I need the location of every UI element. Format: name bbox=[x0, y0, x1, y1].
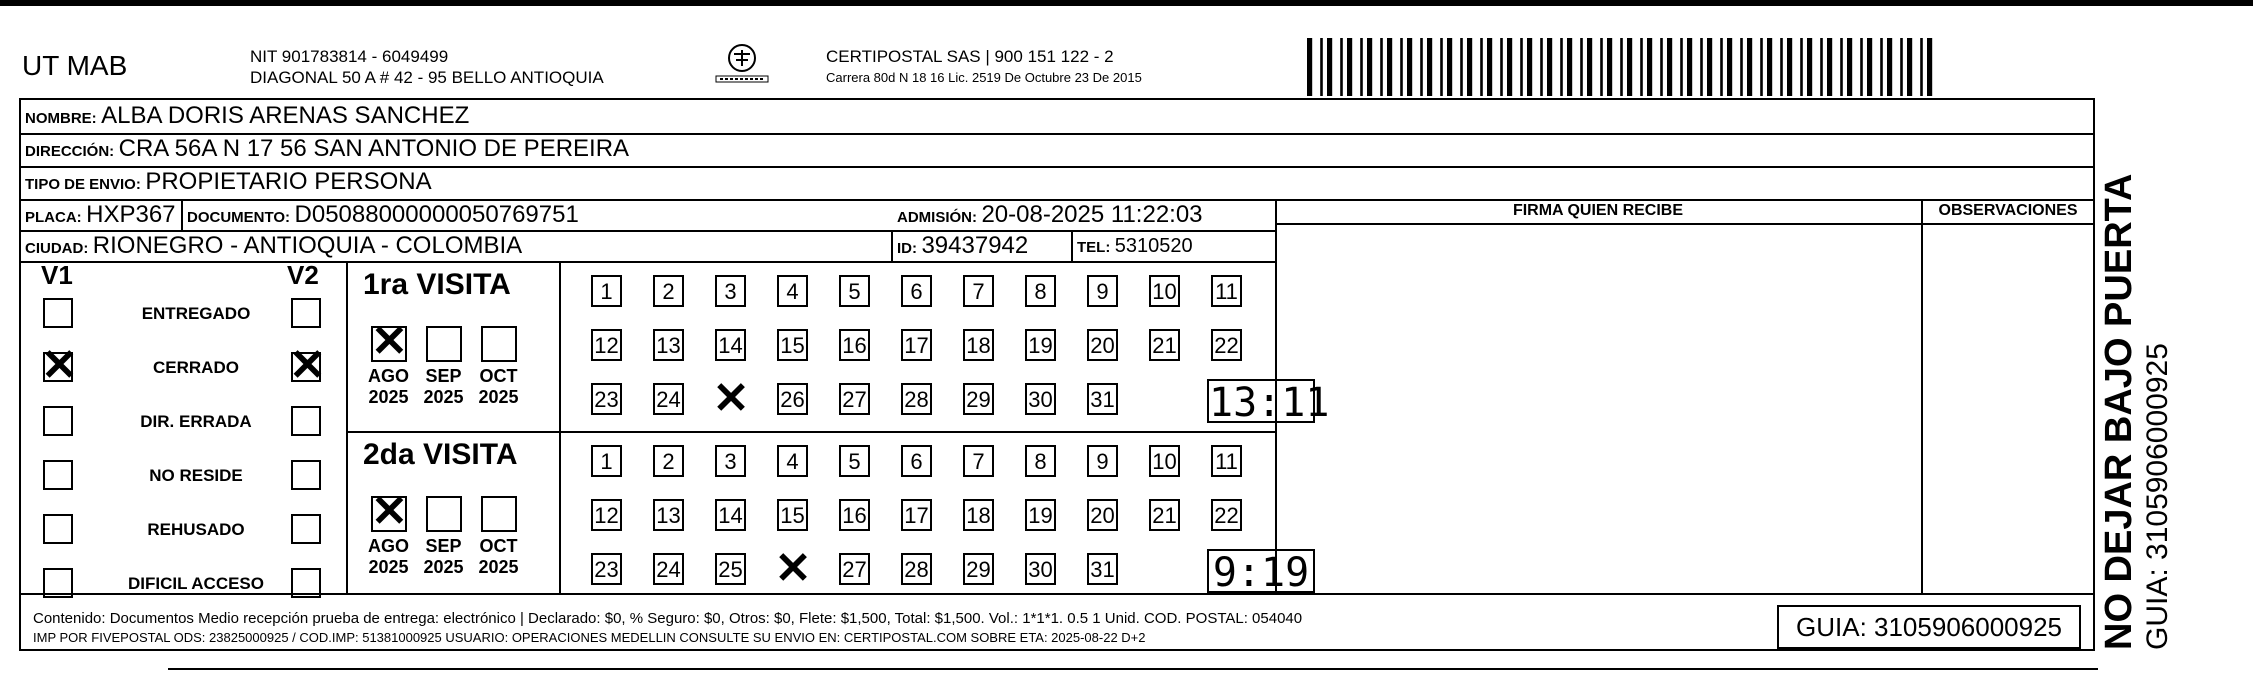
v2-checkbox[interactable] bbox=[291, 298, 321, 328]
day-box[interactable]: 8 bbox=[1025, 275, 1056, 307]
month-label bbox=[361, 366, 416, 408]
day-box[interactable]: 11 bbox=[1211, 445, 1242, 477]
day-box[interactable]: 28 bbox=[901, 383, 932, 415]
day-box[interactable]: 18 bbox=[963, 329, 994, 361]
month-year: 2025 bbox=[368, 387, 409, 407]
courier-address: Carrera 80d N 18 16 Lic. 2519 De Octubre 23 De 2015 bbox=[826, 70, 1142, 85]
check-x-icon: ✕ bbox=[371, 487, 408, 536]
day-box[interactable]: 17 bbox=[901, 329, 932, 361]
v1-checkbox[interactable] bbox=[41, 341, 78, 390]
document-row bbox=[187, 201, 579, 229]
v2-label: V2 bbox=[287, 260, 319, 290]
day-box[interactable]: 30 bbox=[1025, 383, 1056, 415]
admission-value: 20-08-2025 11:22:03 bbox=[981, 201, 1203, 228]
status-label: CERRADO bbox=[153, 358, 239, 377]
day-box[interactable]: 16 bbox=[839, 499, 870, 531]
visit-time[interactable]: 9:19 bbox=[1207, 549, 1315, 593]
day-box[interactable]: 21 bbox=[1149, 329, 1180, 361]
id-label: ID: bbox=[897, 240, 917, 257]
company-nit: NIT 901783814 - 6049499 bbox=[250, 47, 449, 66]
company-info bbox=[250, 46, 604, 88]
side-guia: GUIA: 3105906000925 bbox=[2141, 343, 2174, 650]
day-box[interactable]: 24 bbox=[653, 553, 684, 585]
month-checkbox[interactable] bbox=[481, 326, 517, 362]
day-box[interactable]: 19 bbox=[1025, 499, 1056, 531]
bottom-rule bbox=[168, 668, 2098, 670]
day-box[interactable]: 18 bbox=[963, 499, 994, 531]
day-box[interactable]: 30 bbox=[1025, 553, 1056, 585]
day-box[interactable]: 12 bbox=[591, 499, 622, 531]
name-label: NOMBRE: bbox=[25, 110, 97, 127]
day-box[interactable]: 9 bbox=[1087, 275, 1118, 307]
day-box[interactable]: 29 bbox=[963, 383, 994, 415]
status-label: DIFICIL ACCESO bbox=[127, 574, 264, 593]
status-label: DIR. ERRADA bbox=[140, 412, 252, 431]
footer-content: Contenido: Documentos Medio recepción prueba de entrega: electrónico | Declarado: $0, % Seguro: $0, Otros: $0, Flete: $1,500, Total: $1,500. Vol.: 1*1*1. 0.5 1 Unid. COD. POSTAL: 054040 bbox=[33, 610, 1303, 627]
month-year: 2025 bbox=[423, 557, 464, 577]
day-box[interactable]: 21 bbox=[1149, 499, 1180, 531]
day-box[interactable]: 7 bbox=[963, 445, 994, 477]
month-year: 2025 bbox=[478, 387, 519, 407]
day-cross-icon[interactable]: ✕ bbox=[712, 374, 750, 423]
day-box[interactable]: 17 bbox=[901, 499, 932, 531]
tel-value: 5310520 bbox=[1114, 235, 1193, 257]
shipment-type: PROPIETARIO PERSONA bbox=[145, 168, 432, 195]
day-box[interactable]: 28 bbox=[901, 553, 932, 585]
document-value: D05088000000050769751 bbox=[294, 201, 579, 228]
month-year: 2025 bbox=[478, 557, 519, 577]
month-label bbox=[416, 366, 471, 408]
day-box[interactable]: 15 bbox=[777, 329, 808, 361]
month-name: OCT bbox=[479, 366, 518, 386]
side-text bbox=[2098, 174, 2175, 650]
day-box[interactable]: 1 bbox=[591, 445, 622, 477]
day-box[interactable]: 5 bbox=[839, 275, 870, 307]
month-name: AGO bbox=[367, 536, 409, 556]
day-box[interactable]: 1 bbox=[591, 275, 622, 307]
status-label: REHUSADO bbox=[147, 520, 245, 539]
day-box[interactable]: 31 bbox=[1087, 383, 1118, 415]
v1-checkbox[interactable] bbox=[43, 298, 73, 328]
month-name: SEP bbox=[425, 536, 462, 556]
day-box[interactable]: 4 bbox=[777, 275, 808, 307]
day-box[interactable]: 24 bbox=[653, 383, 684, 415]
barcode bbox=[1307, 38, 1943, 96]
day-box[interactable]: 3 bbox=[715, 275, 746, 307]
status-label: NO RESIDE bbox=[149, 466, 243, 485]
day-box[interactable]: 27 bbox=[839, 383, 870, 415]
company-name: UT MAB bbox=[22, 50, 128, 81]
month-label bbox=[471, 366, 526, 408]
no-dejar-warning: NO DEJAR BAJO PUERTA bbox=[2098, 173, 2140, 650]
day-box[interactable]: 2 bbox=[653, 275, 684, 307]
day-box[interactable]: 13 bbox=[653, 499, 684, 531]
month-year: 2025 bbox=[423, 387, 464, 407]
month-checkbox[interactable] bbox=[371, 317, 408, 366]
month-year: 2025 bbox=[368, 557, 409, 577]
day-box[interactable]: 3 bbox=[715, 445, 746, 477]
plate-label: PLACA: bbox=[25, 209, 82, 226]
month-checkbox[interactable] bbox=[426, 326, 462, 362]
day-box[interactable]: 25 bbox=[715, 553, 746, 585]
v1-checkbox[interactable] bbox=[43, 514, 73, 544]
day-box[interactable]: 14 bbox=[715, 329, 746, 361]
courier-name: CERTIPOSTAL SAS | 900 151 122 - 2 bbox=[826, 47, 1114, 66]
day-box[interactable]: 11 bbox=[1211, 275, 1242, 307]
firma-label: FIRMA QUIEN RECIBE bbox=[1512, 202, 1684, 219]
day-box[interactable]: 13 bbox=[653, 329, 684, 361]
observaciones-label: OBSERVACIONES bbox=[1938, 202, 2078, 219]
tel-row bbox=[1077, 235, 1193, 258]
plate-row bbox=[25, 201, 176, 229]
day-box[interactable]: 8 bbox=[1025, 445, 1056, 477]
check-x-icon: ✕ bbox=[371, 317, 408, 366]
city-label: CIUDAD: bbox=[25, 240, 89, 257]
day-box[interactable]: 22 bbox=[1211, 329, 1242, 361]
day-box[interactable]: 19 bbox=[1025, 329, 1056, 361]
observations-field[interactable] bbox=[1923, 225, 2091, 591]
admission-row bbox=[897, 201, 1203, 229]
delivery-form bbox=[19, 98, 2095, 651]
admission-label: ADMISIÓN: bbox=[897, 209, 977, 226]
v2-checkbox[interactable] bbox=[291, 460, 321, 490]
month-label bbox=[361, 536, 416, 578]
check-x-icon: ✕ bbox=[41, 341, 78, 390]
day-box[interactable]: 23 bbox=[591, 383, 622, 415]
day-box[interactable]: 7 bbox=[963, 275, 994, 307]
day-box[interactable]: 15 bbox=[777, 499, 808, 531]
day-box[interactable]: 20 bbox=[1087, 329, 1118, 361]
day-box[interactable]: 20 bbox=[1087, 499, 1118, 531]
month-checkbox[interactable] bbox=[371, 487, 408, 536]
type-row bbox=[25, 168, 432, 196]
id-row bbox=[897, 232, 1028, 260]
check-x-icon: ✕ bbox=[289, 341, 326, 390]
day-box[interactable]: 5 bbox=[839, 445, 870, 477]
day-box[interactable]: 31 bbox=[1087, 553, 1118, 585]
address-label: DIRECCIÓN: bbox=[25, 143, 115, 160]
visit-title: 1ra VISITA bbox=[363, 268, 511, 301]
day-box[interactable]: 10 bbox=[1149, 445, 1180, 477]
name-row bbox=[25, 102, 469, 130]
month-name: SEP bbox=[425, 366, 462, 386]
city-row bbox=[25, 232, 522, 260]
v2-checkbox[interactable] bbox=[289, 341, 326, 390]
v2-checkbox[interactable] bbox=[291, 514, 321, 544]
day-box[interactable]: 26 bbox=[777, 383, 808, 415]
v1-checkbox[interactable] bbox=[43, 406, 73, 436]
month-label bbox=[471, 536, 526, 578]
day-box[interactable]: 6 bbox=[901, 445, 932, 477]
month-label bbox=[416, 536, 471, 578]
month-name: AGO bbox=[367, 366, 409, 386]
month-checkbox[interactable] bbox=[481, 496, 517, 532]
day-box[interactable]: 4 bbox=[777, 445, 808, 477]
document-label: DOCUMENTO: bbox=[187, 209, 291, 226]
day-box[interactable]: 10 bbox=[1149, 275, 1180, 307]
top-rule bbox=[0, 0, 2253, 6]
footer-print-info: IMP POR FIVEPOSTAL ODS: 23825000925 / COD.IMP: 51381000925 USUARIO: OPERACIONES MEDELLIN CONSULTE SU ENVIO EN: CERTIPOSTAL.COM SOBRE ETA: 2025-08-22 D+2 bbox=[33, 630, 1146, 645]
address-row bbox=[25, 135, 629, 163]
city-value: RIONEGRO - ANTIOQUIA - COLOMBIA bbox=[92, 232, 523, 259]
v1-checkbox[interactable] bbox=[43, 460, 73, 490]
day-box[interactable]: 2 bbox=[653, 445, 684, 477]
visit-time[interactable]: 13:11 bbox=[1209, 380, 1330, 426]
day-box[interactable]: 23 bbox=[591, 553, 622, 585]
plate-value: HXP367 bbox=[86, 201, 176, 228]
v1-label: V1 bbox=[41, 260, 73, 290]
day-box[interactable]: 9 bbox=[1087, 445, 1118, 477]
day-box[interactable]: 29 bbox=[963, 553, 994, 585]
v1-checkbox[interactable] bbox=[43, 568, 73, 598]
month-name: OCT bbox=[479, 536, 518, 556]
recipient-address: CRA 56A N 17 56 SAN ANTONIO DE PEREIRA bbox=[118, 135, 630, 162]
day-box[interactable]: 16 bbox=[839, 329, 870, 361]
v2-checkbox[interactable] bbox=[291, 568, 321, 598]
day-cross-icon[interactable]: ✕ bbox=[774, 544, 812, 593]
signature-field[interactable] bbox=[1277, 225, 1919, 591]
month-checkbox[interactable] bbox=[426, 496, 462, 532]
guia-number: GUIA: 3105906000925 bbox=[1777, 605, 2081, 649]
status-label: ENTREGADO bbox=[141, 304, 251, 323]
day-box[interactable]: 14 bbox=[715, 499, 746, 531]
tel-label: TEL: bbox=[1077, 239, 1111, 256]
recipient-name: ALBA DORIS ARENAS SANCHEZ bbox=[101, 102, 470, 129]
certipostal-logo-icon bbox=[712, 40, 772, 90]
visit-title: 2da VISITA bbox=[363, 438, 518, 471]
day-box[interactable]: 6 bbox=[901, 275, 932, 307]
day-box[interactable]: 27 bbox=[839, 553, 870, 585]
type-label: TIPO DE ENVIO: bbox=[25, 176, 141, 193]
v2-checkbox[interactable] bbox=[291, 406, 321, 436]
day-box[interactable]: 22 bbox=[1211, 499, 1242, 531]
company-address: DIAGONAL 50 A # 42 - 95 BELLO ANTIOQUIA bbox=[250, 68, 604, 87]
id-value: 39437942 bbox=[921, 232, 1029, 259]
courier-info bbox=[826, 46, 1142, 88]
day-box[interactable]: 12 bbox=[591, 329, 622, 361]
